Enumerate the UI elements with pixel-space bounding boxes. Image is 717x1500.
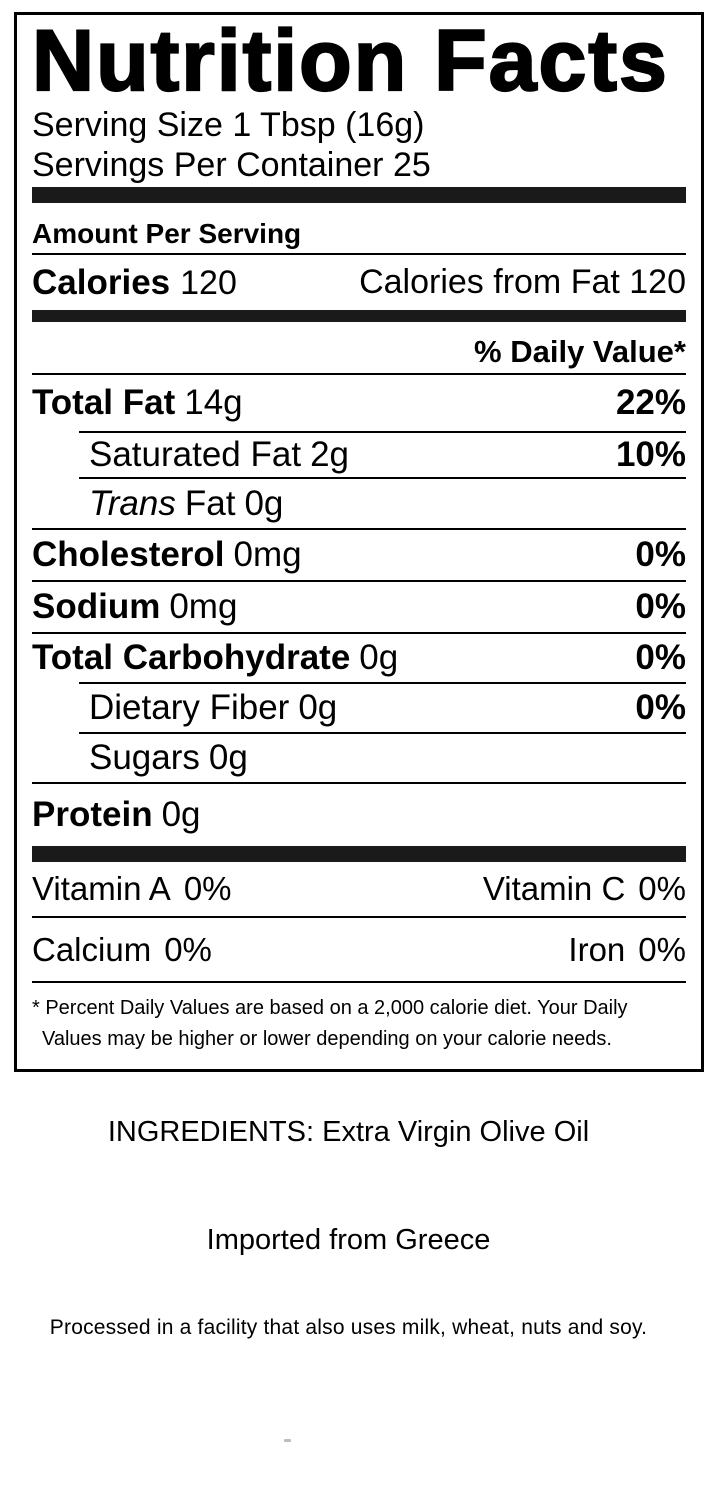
nutrient-name: Protein [32, 795, 153, 834]
vitamin-c-label: Vitamin C [482, 870, 626, 907]
nutrient-name: Cholesterol [32, 535, 225, 574]
nutrient-name-italic: Trans [89, 483, 176, 523]
row-calcium-iron [32, 918, 686, 983]
footnote-line-2: Values may be higher or lower depending on your calorie needs. [42, 1028, 612, 1050]
thick-divider-top [32, 187, 686, 203]
vitamin-c-value: 0% [638, 870, 686, 907]
nutrient-amount: 0g [298, 688, 338, 727]
nutrient-name: Saturated Fat [89, 435, 302, 474]
nutrient-name: Sodium [32, 587, 161, 626]
calories-value: 120 [180, 263, 237, 302]
nutrient-name: Dietary Fiber [89, 688, 290, 727]
nutrient-amount: 0g [359, 638, 399, 677]
row-dietary-fiber [79, 682, 686, 732]
daily-value-footnote [32, 983, 686, 1055]
calories-row [32, 255, 686, 310]
iron-value: 0% [638, 930, 686, 968]
nutrient-name: Sugars [89, 738, 200, 777]
nutrient-dv: 0% [635, 638, 686, 677]
nutrient-dv: 0% [635, 688, 686, 727]
nutrient-dv: 10% [615, 435, 686, 474]
medium-divider [32, 310, 686, 322]
nutrient-dv: 0% [635, 535, 686, 574]
nutrient-amount: 14g [184, 383, 243, 422]
row-saturated-fat [79, 431, 686, 477]
label-title: Nutrition Facts [32, 13, 669, 109]
allergen-line: Processed in a facility that also uses milk, wheat, nuts and soy. [49, 1316, 648, 1339]
row-cholesterol [32, 528, 686, 580]
nutrient-dv: 22% [615, 383, 686, 422]
row-sodium [32, 580, 686, 632]
amount-per-serving-heading: Amount Per Serving [32, 203, 686, 255]
nutrient-amount: 0mg [169, 587, 238, 626]
print-artifact-mark [284, 1439, 291, 1442]
nutrient-amount: 0g [161, 795, 201, 834]
nutrition-facts-label [14, 12, 704, 1072]
calcium-label: Calcium [32, 930, 152, 968]
calories-label: Calories [32, 262, 171, 302]
daily-value-header: % Daily Value* [32, 322, 686, 375]
nutrient-name: Total Fat [32, 383, 176, 422]
iron-label: Iron [568, 930, 626, 968]
row-trans-fat [79, 477, 686, 528]
serving-size: Serving Size 1 Tbsp (16g) [32, 106, 425, 144]
nutrient-name: Total Carbohydrate [32, 638, 351, 677]
nutrient-dv: 0% [635, 587, 686, 626]
vitamin-a-label: Vitamin A [32, 870, 171, 907]
origin-line: Imported from Greece [206, 1224, 491, 1256]
thick-divider-bottom [32, 846, 686, 862]
footnote-line-1: * Percent Daily Values are based on a 2,000 calorie diet. Your Daily [32, 997, 628, 1019]
nutrient-name: Fat [184, 483, 236, 523]
calcium-value: 0% [164, 930, 212, 968]
ingredients-line: INGREDIENTS: Extra Virgin Olive Oil [107, 1116, 590, 1148]
row-total-fat [32, 375, 686, 431]
calories-from-fat: Calories from Fat 120 [359, 263, 686, 301]
row-protein [32, 782, 686, 846]
row-vitamins [32, 862, 686, 918]
nutrient-amount: 0g [244, 483, 284, 523]
servings-per-container: Servings Per Container 25 [32, 146, 431, 184]
nutrient-amount: 0mg [233, 535, 302, 574]
calories-left [32, 263, 237, 303]
row-total-carbohydrate [32, 632, 686, 682]
row-sugars [79, 732, 686, 782]
nutrient-amount: 0g [208, 738, 248, 777]
nutrient-amount: 2g [310, 435, 350, 474]
vitamin-a-value: 0% [183, 870, 232, 907]
